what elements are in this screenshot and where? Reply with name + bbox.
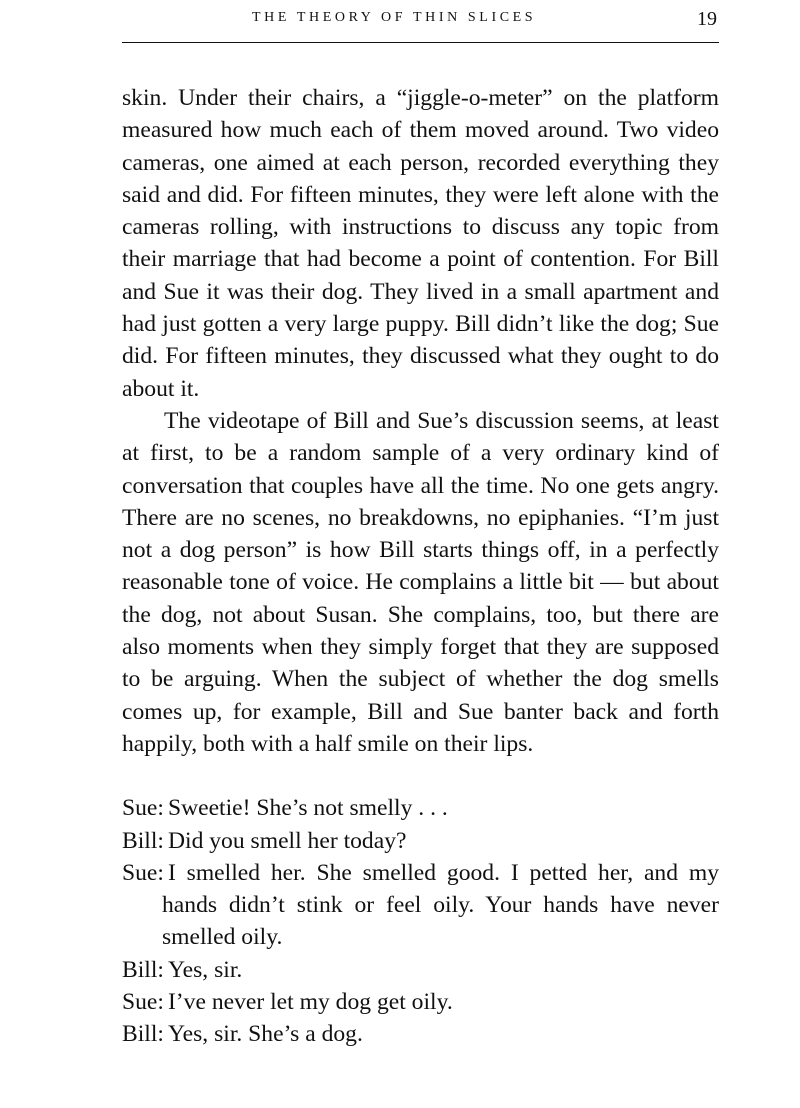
dialogue-line	[122, 954, 719, 986]
speaker-name: Sue:	[122, 989, 164, 1016]
paragraph: The videotape of Bill and Sue’s discussion seems, at least at first, to be a random sample of a very ordinary kind of conversation that couples have all the time. No one gets angry. There are no scenes, no breakdowns, no epiphanies. “I’m just not a dog person” is how Bill starts things off, in a perfectly reasonable tone of voice. He complains a little bit — but about the dog, not about Susan. She complains, too, but there are also moments when they simply forget that they are supposed to be arguing. When the subject of whether the dog smells comes up, for example, Bill and Sue banter back and forth happily, both with a half smile on their lips.	[122, 407, 719, 757]
dialogue-text: Sweetie! She’s not smelly . . .	[167, 795, 448, 822]
speaker-name: Bill:	[122, 827, 164, 854]
running-header	[122, 8, 719, 43]
dialogue-text: Yes, sir.	[167, 956, 243, 983]
dialogue-line	[122, 1018, 719, 1050]
dialogue-text: Did you smell her today?	[167, 827, 407, 854]
page-number: 19	[697, 8, 717, 30]
dialogue-line	[122, 986, 719, 1018]
dialogue-line	[122, 825, 719, 857]
speaker-name: Sue:	[122, 859, 164, 886]
dialogue-line	[122, 857, 719, 954]
dialogue-text: I smelled her. She smelled good. I petted her, and my hands didn’t stink or feel oily. Your hands have never smelled oily.	[162, 859, 719, 951]
speaker-name: Bill:	[122, 956, 164, 983]
speaker-name: Sue:	[122, 795, 164, 822]
paragraph: skin. Under their chairs, a “jiggle-o-meter” on the platform measured how much each of them moved around. Two video cameras, one aimed at each person, recorded everything they said and did. For fifteen minutes, they were left alone with the cameras rolling, with instructions to discuss any topic from their marriage that had become a point of contention. For Bill and Sue it was their dog. They lived in a small apartment and had just gotten a very large puppy. Bill didn’t like the dog; Sue did. For fifteen minutes, they discussed what they ought to do about it.	[122, 85, 719, 402]
body-text	[122, 82, 719, 1051]
dialogue-text: I’ve never let my dog get oily.	[167, 989, 453, 1016]
dialogue-text: Yes, sir. She’s a dog.	[167, 1021, 363, 1048]
speaker-name: Bill:	[122, 1021, 164, 1048]
running-title: THE THEORY OF THIN SLICES	[252, 10, 537, 25]
dialogue-line	[122, 792, 719, 824]
dialogue-block	[122, 792, 719, 1050]
